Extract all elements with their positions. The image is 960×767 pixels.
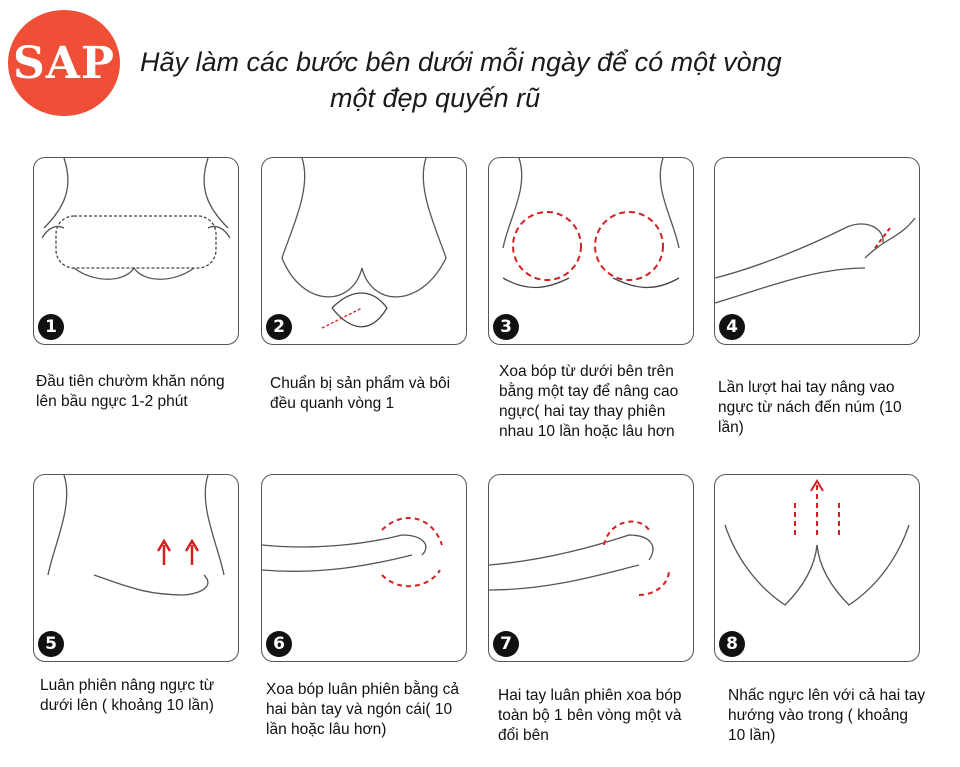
step-3-caption: Xoa bóp từ dưới bên trên bằng một tay để nâng cao ngực( hai tay thay phiên nhau 10 lần hoặc lâu hơn [499, 363, 679, 440]
logo-text: SAP [13, 37, 115, 89]
step-1-caption: Đầu tiên chườm khăn nóng lên bầu ngực 1-2 phút [36, 373, 225, 410]
step-2-illustration [261, 157, 467, 345]
step-3-illustration [488, 157, 694, 345]
step-7-caption: Hai tay luân phiên xoa bóp toàn bộ 1 bên vòng một và đổi bên [498, 687, 682, 744]
step-5-number: 5 [38, 631, 64, 657]
step-4-number: 4 [719, 314, 745, 340]
step-5-caption: Luân phiên nâng ngực từ dưới lên ( khoảng 10 lần) [40, 677, 215, 714]
sap-logo [8, 10, 120, 116]
step-8-caption: Nhấc ngực lên với cả hai tay hướng vào trong ( khoảng 10 lần) [728, 687, 926, 744]
step-4-illustration [714, 157, 920, 345]
step-2-number: 2 [266, 314, 292, 340]
headline-line1: Hãy làm các bước bên dưới mỗi ngày để có một vòng [140, 47, 782, 77]
step-6-number: 6 [266, 631, 292, 657]
headline [140, 44, 860, 116]
step-8-number: 8 [719, 631, 745, 657]
step-7-illustration [488, 474, 694, 662]
step-3-number: 3 [493, 314, 519, 340]
step-4-caption: Lần lượt hai tay nâng vao ngực từ nách đến núm (10 lần) [718, 379, 902, 436]
step-8-illustration [714, 474, 920, 662]
step-6-caption: Xoa bóp luân phiên bằng cả hai bàn tay và ngón cái( 10 lần hoặc lâu hơn) [266, 681, 460, 738]
headline-line2: một đẹp quyến rũ [330, 83, 541, 113]
step-2-caption: Chuẩn bị sản phẩm và bôi đều quanh vòng 1 [270, 375, 451, 412]
step-1-number: 1 [38, 314, 64, 340]
step-6-illustration [261, 474, 467, 662]
step-7-number: 7 [493, 631, 519, 657]
step-1-illustration [33, 157, 239, 345]
step-5-illustration [33, 474, 239, 662]
